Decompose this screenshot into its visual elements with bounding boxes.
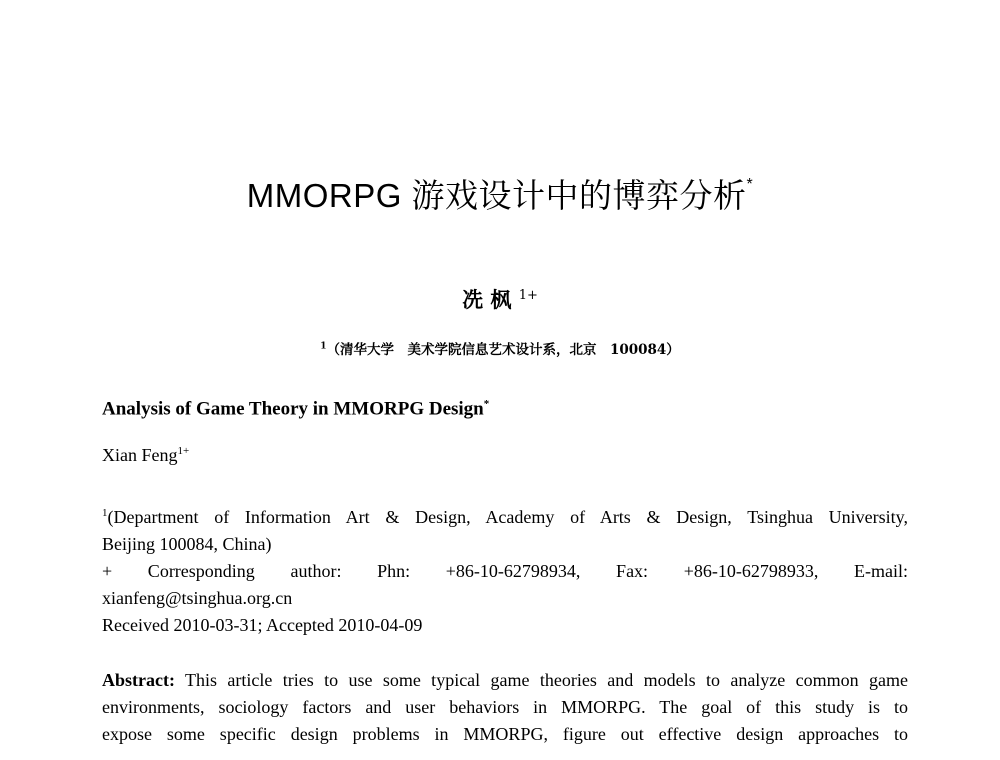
- corresponding-author-line: + Corresponding author: Phn: +86-10-62798934, Fax: +86-10-62798933, E-mail:: [102, 561, 908, 581]
- chinese-title-footnote-mark: *: [746, 176, 754, 193]
- affiliation-line-2: Beijing 100084, China): [102, 534, 272, 554]
- received-accepted-dates: Received 2010-03-31; Accepted 2010-04-09: [102, 615, 423, 635]
- english-author-name: Xian Feng: [102, 445, 178, 465]
- english-author-mark: 1+: [177, 445, 190, 457]
- abstract-line-2: environments, sociology factors and user behaviors in MMORPG. The goal of this study is to: [102, 697, 908, 717]
- abstract-line-1: Abstract: This article tries to use some typical game theories and models to analyze common game: [102, 670, 908, 690]
- abstract-line-3: expose some specific design problems in MMORPG, figure out effective design approaches to: [102, 724, 908, 744]
- english-author: [102, 445, 189, 466]
- chinese-author: [0, 284, 1000, 314]
- chinese-title-text: MMORPG 游戏设计中的博弈分析: [246, 177, 747, 214]
- corresponding-email: xianfeng@tsinghua.org.cn: [102, 588, 293, 608]
- abstract: [102, 667, 908, 748]
- chinese-affiliation-text: （清华大学 美术学院信息艺术设计系，北京 100084）: [326, 342, 680, 358]
- chinese-title: [0, 170, 1000, 217]
- chinese-affiliation: [0, 338, 1000, 358]
- chinese-author-mark: 1+: [518, 288, 538, 303]
- english-affiliation-mark: 1: [102, 507, 108, 519]
- abstract-label: Abstract:: [102, 670, 175, 690]
- chinese-author-name: 冼 枫: [462, 287, 512, 312]
- affiliation-line-1: $^1$(Department of Information Art & Design, Academy of Arts & Design, Tsinghua University,: [102, 507, 908, 527]
- english-title: [102, 398, 489, 420]
- chinese-affiliation-mark: 1: [320, 341, 327, 352]
- english-affiliation-block: [102, 500, 908, 639]
- english-title-footnote-mark: *: [483, 398, 490, 410]
- english-title-text: Analysis of Game Theory in MMORPG Design: [102, 398, 484, 420]
